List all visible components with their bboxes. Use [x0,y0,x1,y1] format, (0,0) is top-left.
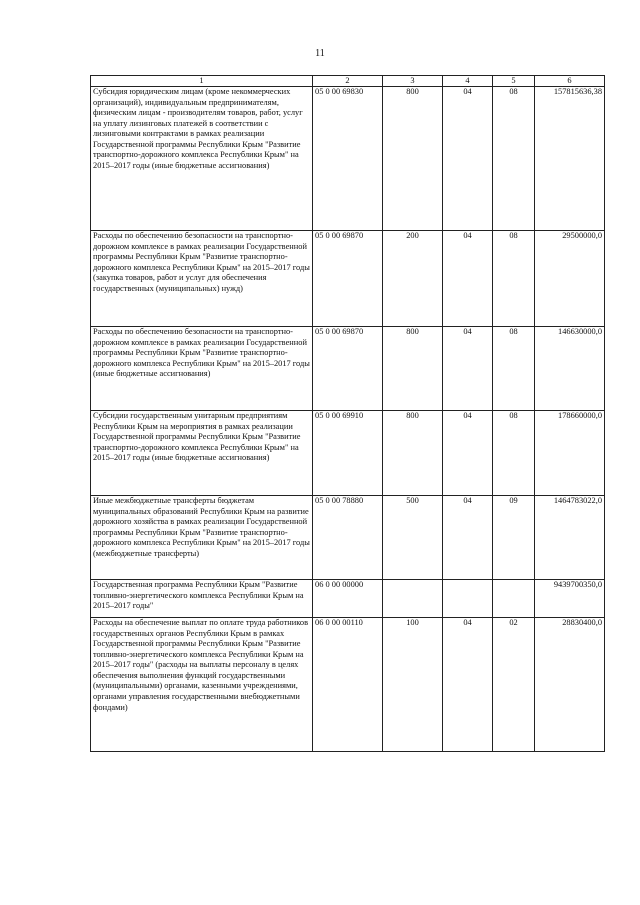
table-row [91,496,605,580]
expense-type-cell [383,580,443,618]
budget-table [90,75,605,752]
subsection-cell: 08 [493,87,535,231]
section-cell: 04 [443,618,493,752]
expense-type-cell: 200 [383,231,443,327]
expense-type-cell: 500 [383,496,443,580]
target-code-cell: 05 0 00 69910 [313,411,383,496]
section-cell: 04 [443,327,493,411]
column-header: 2 [313,76,383,87]
expense-name-cell: Расходы по обеспечению безопасности на транспортно-дорожном комплексе в рамках реализации Государственной программы Республики Крым "Развитие транспортно-дорожного комплекса Республики Крым" на 2015–2017 годы (иные бюджетные ассигнования) [91,327,313,411]
target-code-cell: 06 0 00 00000 [313,580,383,618]
expense-name-cell: Государственная программа Республики Крым "Развитие топливно-энергетического комплекса Республики Крым на 2015–2017 годы" [91,580,313,618]
section-cell: 04 [443,496,493,580]
target-code-cell: 06 0 00 00110 [313,618,383,752]
target-code-cell: 05 0 00 69870 [313,327,383,411]
subsection-cell: 08 [493,411,535,496]
section-cell: 04 [443,87,493,231]
section-cell: 04 [443,411,493,496]
expense-type-cell: 800 [383,327,443,411]
expense-type-cell: 800 [383,411,443,496]
target-code-cell: 05 0 00 69870 [313,231,383,327]
amount-cell: 178660000,0 [535,411,605,496]
column-header: 3 [383,76,443,87]
expense-type-cell: 100 [383,618,443,752]
column-header: 4 [443,76,493,87]
expense-type-cell: 800 [383,87,443,231]
table-row [91,87,605,231]
column-header: 1 [91,76,313,87]
table-row [91,618,605,752]
amount-cell: 157815636,38 [535,87,605,231]
table-row [91,231,605,327]
amount-cell: 9439700350,0 [535,580,605,618]
target-code-cell: 05 0 00 78880 [313,496,383,580]
section-cell: 04 [443,231,493,327]
subsection-cell [493,580,535,618]
amount-cell: 146630000,0 [535,327,605,411]
table-row [91,411,605,496]
amount-cell: 29500000,0 [535,231,605,327]
column-header: 5 [493,76,535,87]
column-header: 6 [535,76,605,87]
expense-name-cell: Расходы на обеспечение выплат по оплате труда работников государственных органов Республики Крым в рамках Государственной программы Республики Крым "Развитие топливно-энергетического комплекса Республики Крым на 2015–2017 годы" (расходы на выплаты персоналу в целях обеспечения выполнения функций государственными (муниципальными) органами, казенными учреждениями, органами управления государственными внебюджетными фондами) [91,618,313,752]
target-code-cell: 05 0 00 69830 [313,87,383,231]
table-row [91,580,605,618]
subsection-cell: 08 [493,231,535,327]
amount-cell: 28830400,0 [535,618,605,752]
table-row [91,327,605,411]
subsection-cell: 09 [493,496,535,580]
subsection-cell: 02 [493,618,535,752]
page-number: 11 [315,48,325,59]
amount-cell: 1464783022,0 [535,496,605,580]
expense-name-cell: Субсидии государственным унитарным предприятиям Республики Крым на мероприятия в рамках реализации Государственной программы Республики Крым "Развитие транспортно-дорожного комплекса Республики Крым" на 2015–2017 годы (иные бюджетные ассигнования) [91,411,313,496]
expense-name-cell: Субсидия юридическим лицам (кроме некоммерческих организаций), индивидуальным предпринимателям, физическим лицам - производителям товаров, работ, услуг на уплату лизинговых платежей в соответствии с лизинговыми контрактами в рамках реализации Государственной программы Республики Крым "Развитие транспортно-дорожного комплекса Республики Крым" на 2015–2017 годы (иные бюджетные ассигнования) [91,87,313,231]
table-header-row [91,76,605,87]
expense-name-cell: Иные межбюджетные трансферты бюджетам муниципальных образований Республики Крым на развитие дорожного хозяйства в рамках реализации Государственной программы Республики Крым "Развитие транспортно-дорожного комплекса Республики Крым" на 2015–2017 годы (межбюджетные трансферты) [91,496,313,580]
expense-name-cell: Расходы по обеспечению безопасности на транспортно-дорожном комплексе в рамках реализации Государственной программы Республики Крым "Развитие транспортно-дорожного комплекса Республики Крым" на 2015–2017 годы (закупка товаров, работ и услуг для обеспечения государственных (муниципальных) нужд) [91,231,313,327]
subsection-cell: 08 [493,327,535,411]
section-cell [443,580,493,618]
